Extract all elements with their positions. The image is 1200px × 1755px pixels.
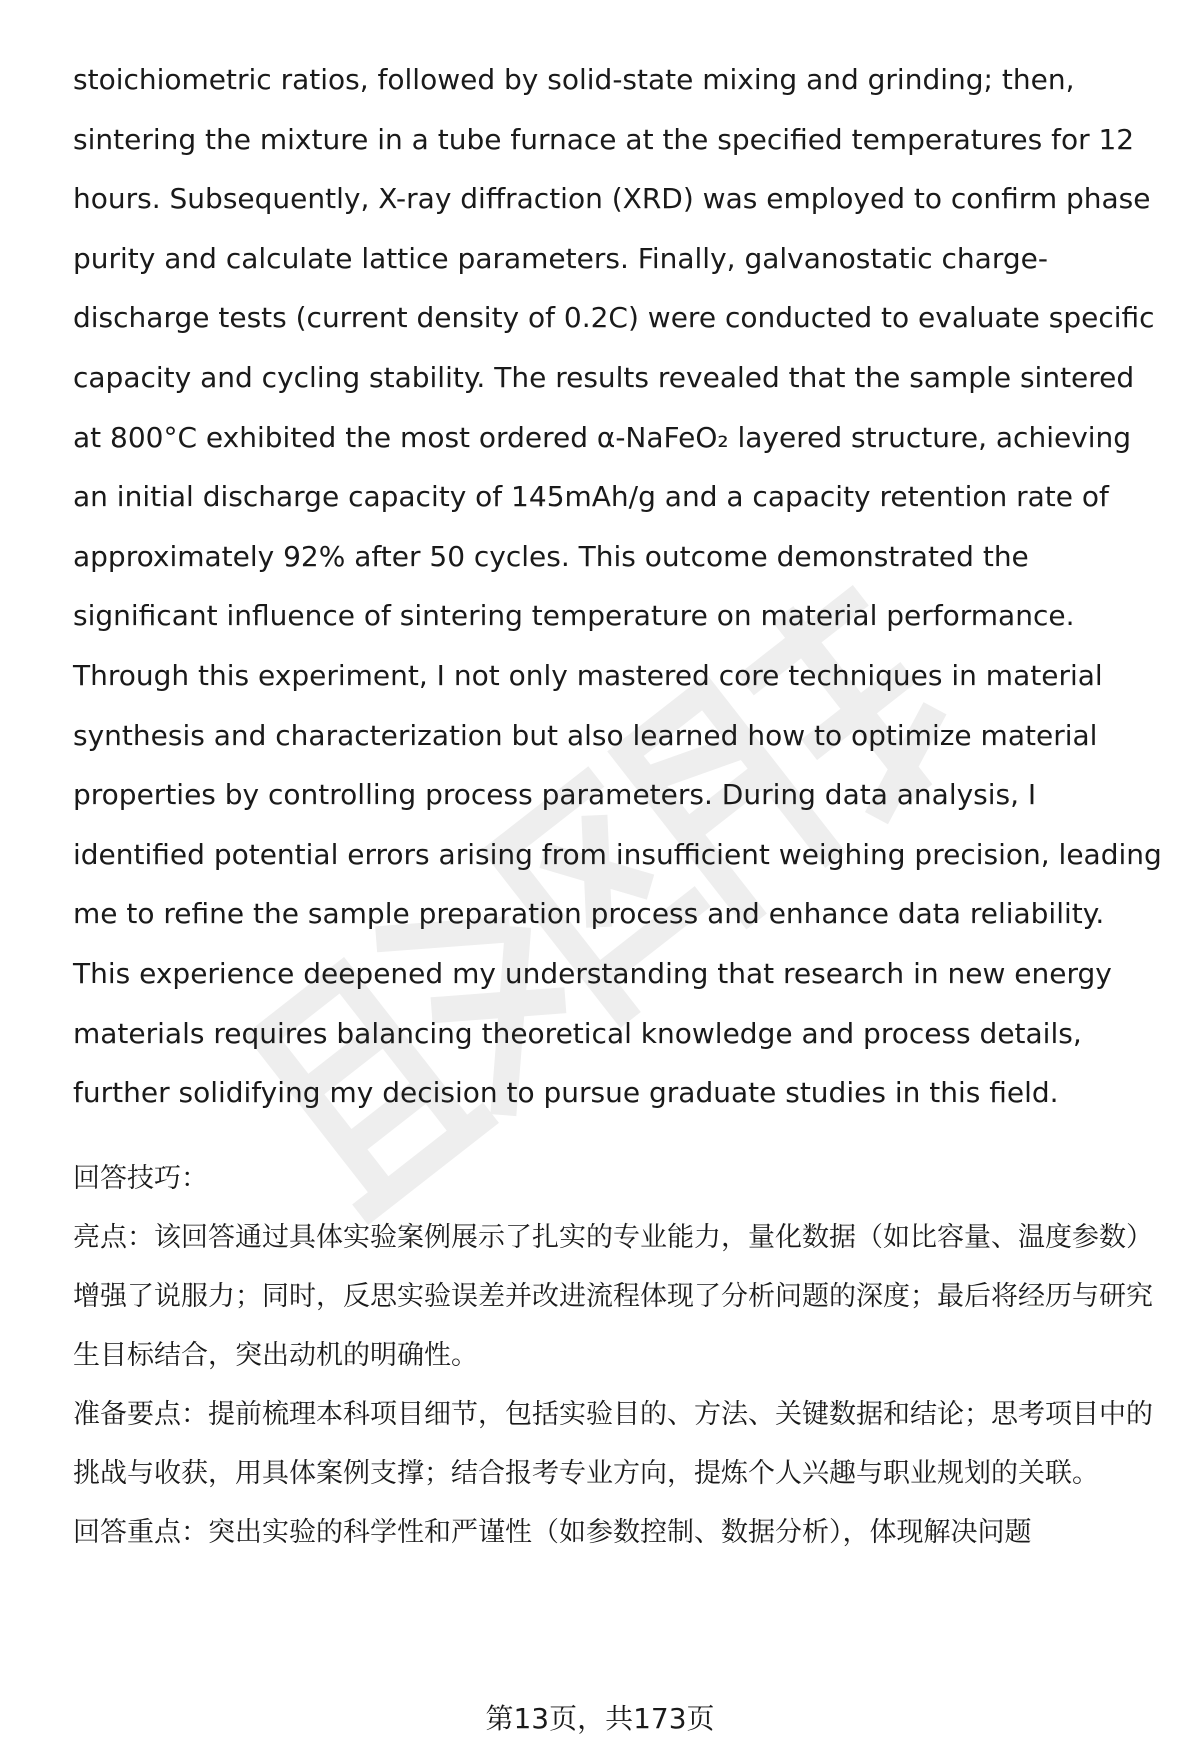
main-content <box>73 50 1163 1562</box>
focus-paragraph: 回答重点：突出实验的科学性和严谨性（如参数控制、数据分析），体现解决问题 <box>73 1516 1032 1548</box>
english-paragraph: stoichiometric ratios, followed by solid-state mixing and grinding; then, sintering the mixture in a tube furnace at the specified temperatures for 12 hours. Subsequently, X-ray diffraction (XRD) was employed to confirm phase purity and calculate lattice parameters. Finally, galvanostatic charge-discharge tests (current density of 0.2C) were conducted to evaluate specific capacity and cycling stability. The results revealed that the sample sintered at 800°C exhibited the most ordered α-NaFeO₂ layered structure, achieving an initial discharge capacity of 145mAh/g and a capacity retention rate of approximately 92% after 50 cycles. This outcome demonstrated the significant influence of sintering temperature on material performance. Through this experiment, I not only mastered core techniques in material synthesis and characterization but also learned how to optimize material properties by controlling process parameters. During data analysis, I identified potential errors arising from insufficient weighing precision, leading me to refine the sample preparation process and enhance data reliability. This experience deepened my understanding that research in new energy materials requires balancing theoretical knowledge and process details, further solidifying my decision to pursue graduate studies in this field. <box>73 63 1162 1110</box>
answer-tips-section <box>73 1149 1163 1562</box>
preparation-paragraph: 准备要点：提前梳理本科项目细节，包括实验目的、方法、关键数据和结论；思考项目中的挑战与收获，用具体案例支撑；结合报考专业方向，提炼个人兴趣与职业规划的关联。 <box>73 1398 1153 1489</box>
page-number: 第13页，共173页 <box>485 1702 715 1735</box>
tips-heading: 回答技巧： <box>73 1162 208 1194</box>
highlights-paragraph: 亮点：该回答通过具体实验案例展示了扎实的专业能力，量化数据（如比容量、温度参数）增强了说服力；同时，反思实验误差并改进流程体现了分析问题的深度；最后将经历与研究生目标结合，突出动机的明确性。 <box>73 1221 1153 1371</box>
